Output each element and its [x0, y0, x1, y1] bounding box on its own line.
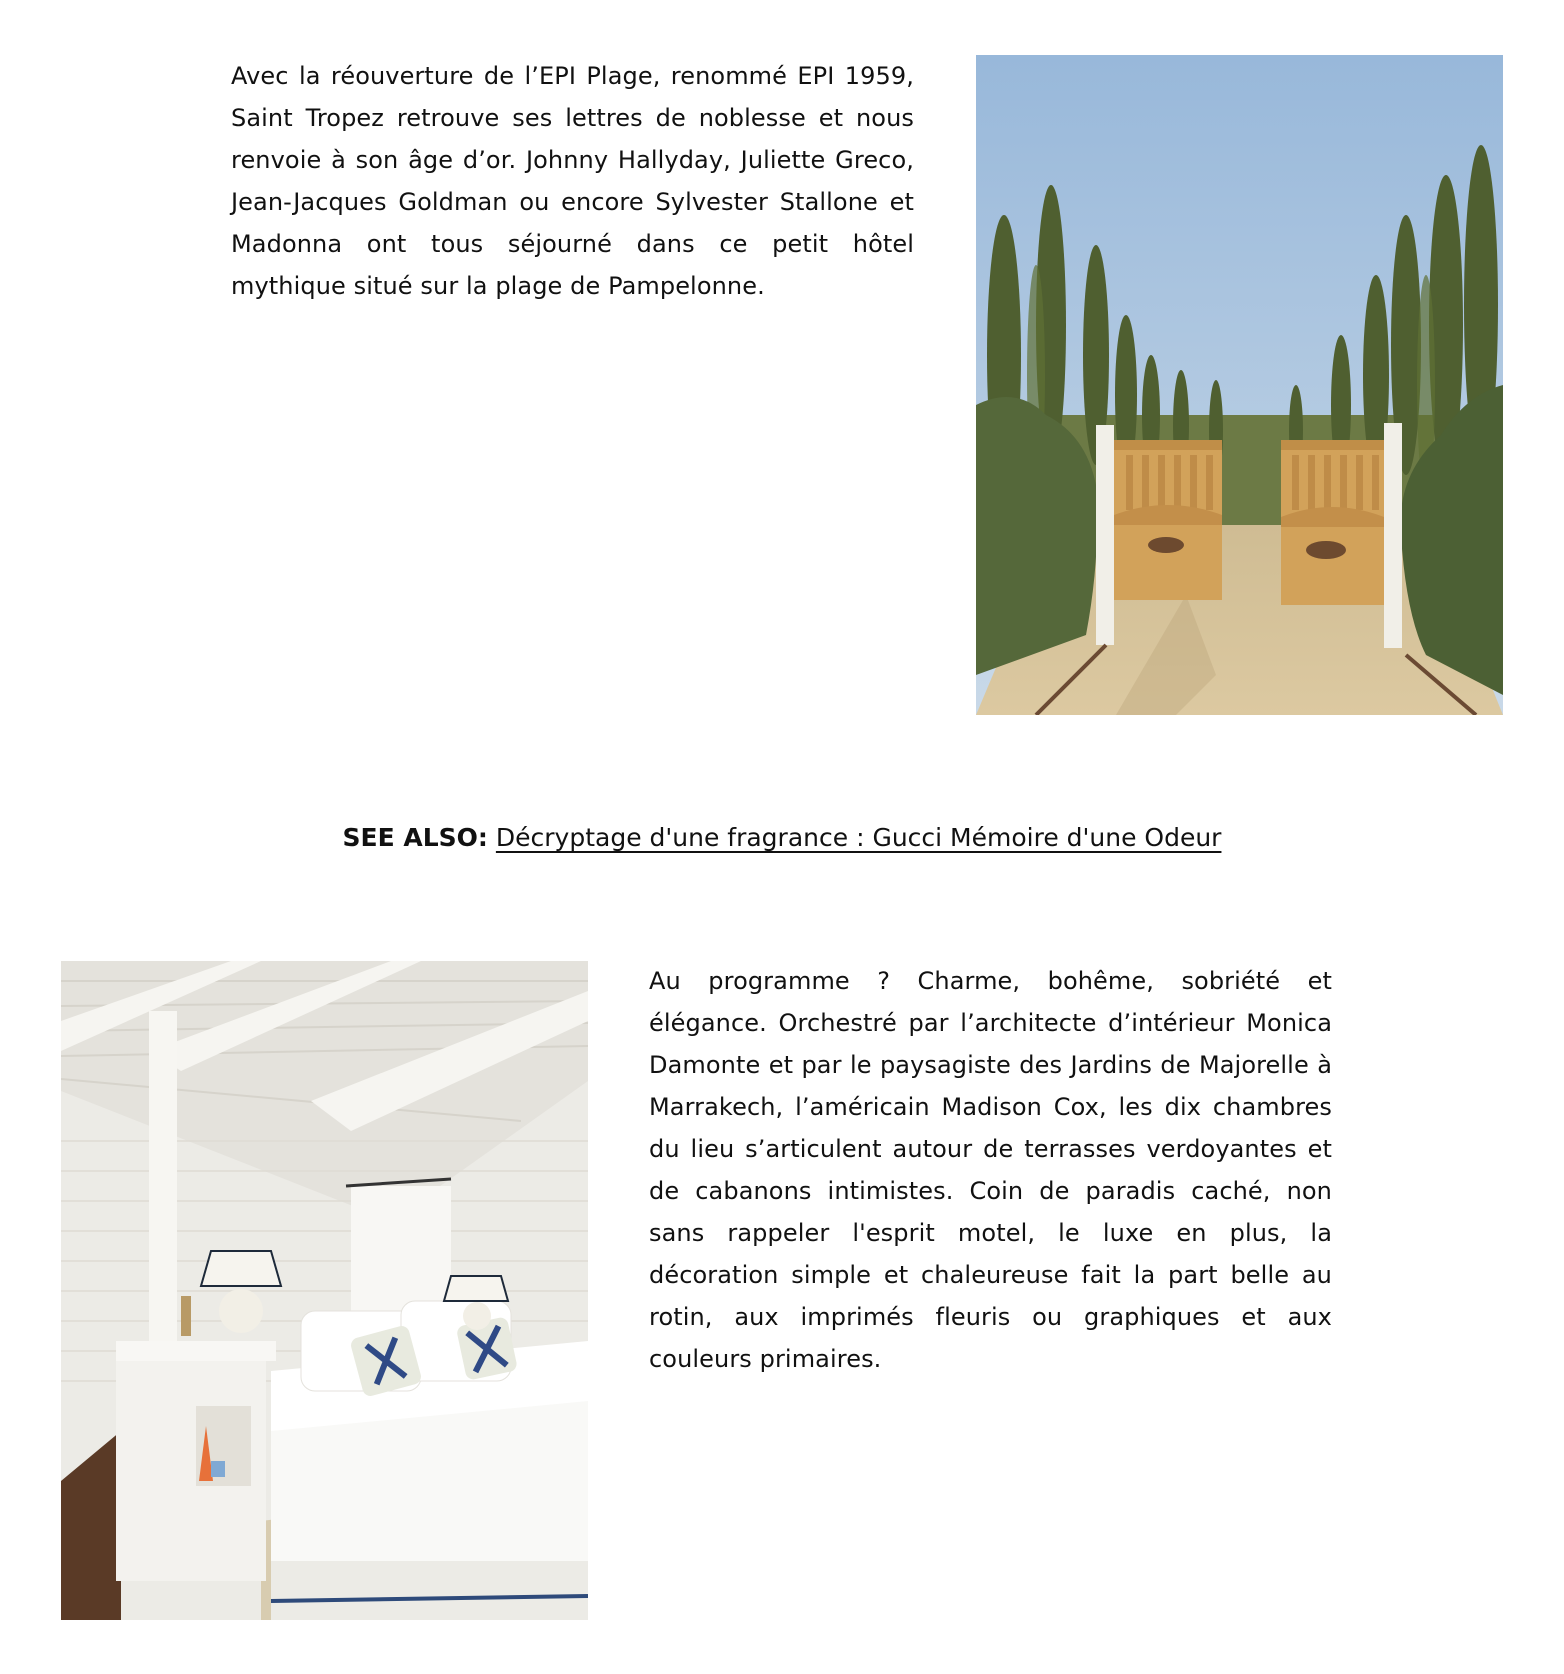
article-paragraph-program: Au programme ? Charme, bohême, sobriété et élégance. Orchestré par l’architecte d’intérieur Monica Damonte et par le paysagiste des Jardins de Majorelle à Marrakech, l’américain Madison Cox, les dix chambres du lieu s’articulent autour de terrasses verdoyantes et de cabanons intimistes. Coin de paradis caché, non sans rappeler l'esprit motel, le luxe en plus, la décoration simple et chaleureuse fait la part belle au rotin, aux imprimés fleuris ou graphiques et aux couleurs primaires.	[649, 967, 1332, 1373]
see-also-block	[0, 818, 1564, 858]
see-also-link[interactable]: Décryptage d'une fragrance : Gucci Mémoire d'une Odeur	[495, 823, 1222, 852]
bedroom-photo	[61, 961, 588, 1620]
article-paragraph-intro: Avec la réouverture de l’EPI Plage, renommé EPI 1959, Saint Tropez retrouve ses lettres de noblesse et nous renvoie à son âge d’or. Johnny Hallyday, Juliette Greco, Jean-Jacques Goldman ou encore Sylvester Stallone et Madonna ont tous séjourné dans ce petit hôtel mythique situé sur la plage de Pampelonne.	[231, 62, 914, 300]
see-also-label: SEE ALSO:	[342, 823, 488, 852]
garden-gate-photo	[976, 55, 1503, 715]
